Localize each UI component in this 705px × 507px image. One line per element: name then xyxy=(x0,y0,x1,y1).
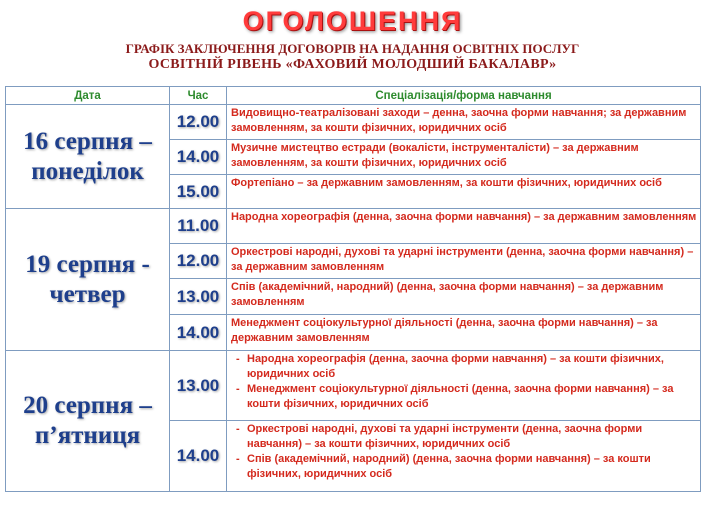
time-cell: 13.00 xyxy=(170,279,227,315)
table-header-row xyxy=(6,87,701,105)
page-title: ОГОЛОШЕННЯ xyxy=(242,6,463,36)
time-cell: 14.00 xyxy=(170,421,227,492)
time-cell: 14.00 xyxy=(170,315,227,351)
list-item-text: Оркестрові народні, духові та ударні інструменти (денна, заочна форми навчання) – за кошти фізичних, юридичних осіб xyxy=(247,423,643,450)
table-row xyxy=(6,351,701,421)
spec-cell xyxy=(227,421,701,492)
date-cell: 19 серпня - четвер xyxy=(6,209,170,351)
spec-cell: Спів (академічний, народний) (денна, заочна форми навчання) – за державним замовленням xyxy=(227,279,701,315)
column-header-date: Дата xyxy=(6,87,170,105)
column-header-time: Час xyxy=(170,87,227,105)
spec-cell: Оркестрові народні, духові та ударні інструменти (денна, заочна форми навчання) – за державним замовленням xyxy=(227,244,701,279)
time-cell: 14.00 xyxy=(170,140,227,175)
spec-cell: Менеджмент соціокультурної діяльності (денна, заочна форми навчання) – за державним замовленням xyxy=(227,315,701,351)
time-cell: 12.00 xyxy=(170,244,227,279)
time-cell: 11.00 xyxy=(170,209,227,244)
spec-cell xyxy=(227,351,701,421)
table-row xyxy=(6,105,701,140)
time-cell: 15.00 xyxy=(170,175,227,209)
education-level: ОСВІТНІЙ РІВЕНЬ «ФАХОВИЙ МОЛОДШИЙ БАКАЛАВР» xyxy=(148,57,557,72)
list-item: - Народна хореографія (денна, заочна форми навчання) – за кошти фізичних, юридичних осіб xyxy=(236,353,664,380)
spec-cell: Музичне мистецтво естради (вокалісти, інструменталісти) – за державним замовленням, за кошти фізичних, юридичних осіб xyxy=(227,140,701,175)
list-item: - Спів (академічний, народний) (денна, заочна форми навчання) – за кошти фізичних, юридичних осіб xyxy=(236,453,651,480)
spec-cell: Народна хореографія (денна, заочна форми навчання) – за державним замовленням xyxy=(227,209,701,244)
schedule-table xyxy=(5,86,701,492)
spec-cell: Видовищно-театралізовані заходи – денна, заочна форми навчання; за державним замовленням, за кошти фізичних, юридичних осіб xyxy=(227,105,701,140)
schedule-subtitle: ГРАФІК ЗАКЛЮЧЕННЯ ДОГОВОРІВ НА НАДАННЯ ОСВІТНІХ ПОСЛУГ xyxy=(125,41,580,56)
time-cell: 12.00 xyxy=(170,105,227,140)
list-item-text: Спів (академічний, народний) (денна, заочна форми навчання) – за кошти фізичних, юридичних осіб xyxy=(247,453,651,480)
spec-cell: Фортепіано – за державним замовленням, за кошти фізичних, юридичних осіб xyxy=(227,175,701,209)
list-item: - Менеджмент соціокультурної діяльності (денна, заочна форми навчання) – за кошти фізичних, юридичних осіб xyxy=(236,383,674,410)
time-cell: 13.00 xyxy=(170,351,227,421)
list-item-text: Менеджмент соціокультурної діяльності (денна, заочна форми навчання) – за кошти фізичних, юридичних осіб xyxy=(247,383,674,410)
table-row xyxy=(6,209,701,244)
date-cell: 16 серпня – понеділок xyxy=(6,105,170,209)
list-item-text: Народна хореографія (денна, заочна форми навчання) – за кошти фізичних, юридичних осіб xyxy=(247,353,664,380)
column-header-spec: Спеціалізація/форма навчання xyxy=(227,87,701,105)
announcement-page xyxy=(0,6,705,507)
date-cell: 20 серпня – п’ятниця xyxy=(6,351,170,492)
list-item: - Оркестрові народні, духові та ударні інструменти (денна, заочна форми навчання) – за кошти фізичних, юридичних осіб xyxy=(236,423,643,450)
